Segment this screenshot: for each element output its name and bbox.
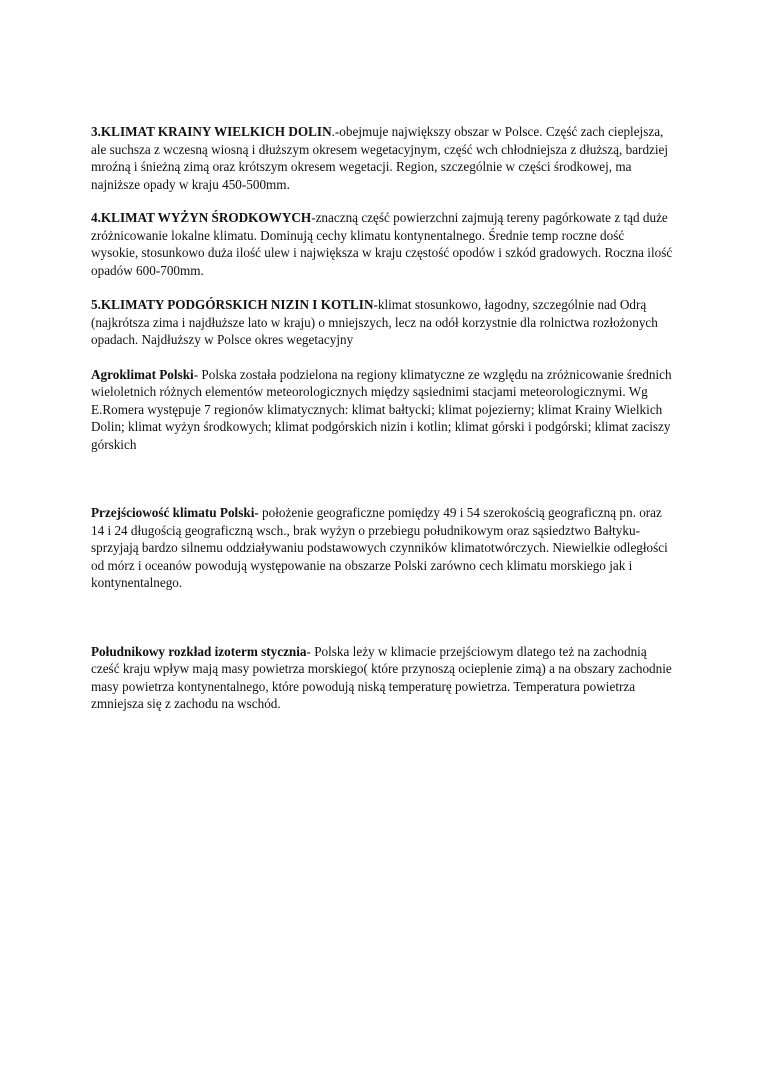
paragraph-przejsciowosc-klimatu [91, 504, 673, 592]
paragraph-text: -klimat stosunkowo, łagodny, szczególnie nad Odrą (najkrótsza zima i najdłuższe lato w kraju) o mniejszych, lecz na odół korzystnie dla rolnictwa rozłożonych opadach. Najdłuższy w Polsce okres wegetacyjny [91, 297, 658, 347]
paragraph-heading: Południkowy rozkład izoterm stycznia [91, 643, 307, 659]
paragraph-poludnikowy-rozklad-izoterm [91, 643, 673, 713]
paragraph-klimat-wyzyn-srodkowych [91, 209, 673, 279]
paragraph-text: - Polska została podzielona na regiony klimatyczne ze względu na zróżnicowanie średnich wieloletnich różnych elementów meteorologicznych między sąsiednimi stacjami meteorologicznymi. Wg E.Romera występuje 7 regionów klimatycznych: klimat bałtycki; klimat pojezierny; klimat Krainy Wielkich Dolin; klimat wyżyn środkowych; klimat podgórskich nizin i kotlin; klimat górski i podgórski; klimat zaciszy górskich [91, 366, 672, 452]
paragraph-klimaty-podgorskich-nizin [91, 296, 673, 349]
paragraph-agroklimat-polski [91, 366, 673, 454]
paragraph-text: położenie geograficzne pomiędzy 49 i 54 szerokością geograficzną pn. oraz 14 i 24 długością geograficzną wsch., brak wyżyn o przebiegu południkowym oraz sąsiedztwo Bałtyku- sprzyjają bardzo silnemu oddziaływaniu podstawowych czynników klimatotwórczych. Niewielkie odległości od mórz i oceanów powodują występowanie na obszarze Polski zarówno cech klimatu morskiego jak i kontynentalnego. [91, 505, 668, 590]
paragraph-heading: 3.KLIMAT KRAINY WIELKICH DOLIN [91, 124, 332, 139]
paragraph-text: -znaczną część powierzchni zajmują tereny pagórkowate z tąd duże zróżnicowanie lokalne klimatu. Dominują cechy klimatu kontynentalnego. Średnie temp roczne dość wysokie, stosunkowo duża ilość ulew i największa w kraju częstość opodów i szkód gradowych. Roczna ilość opadów 600-700mm. [91, 210, 673, 278]
paragraph-heading: 4.KLIMAT WYŻYN ŚRODKOWYCH [91, 210, 312, 225]
paragraph-heading: 5.KLIMATY PODGÓRSKICH NIZIN I KOTLIN [91, 297, 374, 312]
paragraph-heading: Agroklimat Polski [91, 366, 194, 382]
paragraph-text: .-obejmuje największy obszar w Polsce. Część zach cieplejsza, ale suchsza z wczesną wiosną i dłuższym okresem wegetacyjnym, część wch chłodniejsza z dłuższą, bardziej mroźną i śnieżną zimą oraz krótszym okresem wegetacji. Region, szczególnie w części środkowej, ma najniższe opady w kraju 450-500mm. [91, 124, 669, 192]
paragraph-text: - Polska leży w klimacie przejściowym dlatego też na zachodnią cześć kraju wpływ mają masy powietrza morskiego( które przynoszą ocieplenie zimą) a na obszary zachodnie masy powietrza kontynentalnego, które powodują niską temperaturę powietrza. Temperatura powietrza zmniejsza się z zachodu na wschód. [91, 643, 672, 711]
document-body [91, 123, 673, 713]
paragraph-klimat-krainy-wielkich-dolin [91, 123, 673, 193]
paragraph-heading: Przejściowość klimatu Polski- [91, 505, 259, 520]
